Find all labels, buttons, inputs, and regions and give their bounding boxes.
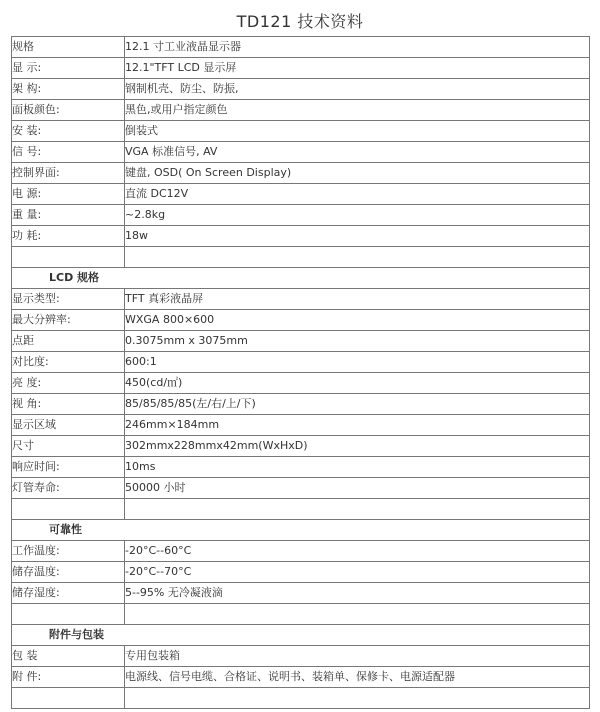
spec-label: 尺寸 [12, 436, 125, 457]
spec-value: WXGA 800×600 [125, 310, 590, 331]
spec-label: 响应时间: [12, 457, 125, 478]
spec-label: 亮 度: [12, 373, 125, 394]
spec-row [12, 352, 590, 373]
spec-row [12, 394, 590, 415]
empty-cell [125, 499, 590, 520]
spec-table [11, 36, 590, 709]
spec-label: 重 量: [12, 205, 125, 226]
spec-label: 最大分辨率: [12, 310, 125, 331]
empty-cell [12, 688, 125, 709]
spec-value: 12.1 寸工业液晶显示器 [125, 37, 590, 58]
spec-row [12, 289, 590, 310]
spec-value: 键盘, OSD( On Screen Display) [125, 163, 590, 184]
spec-row [12, 37, 590, 58]
spec-row [12, 121, 590, 142]
spec-value: 18w [125, 226, 590, 247]
spec-row [12, 58, 590, 79]
spec-value: 0.3075mm x 3075mm [125, 331, 590, 352]
spec-value: 专用包装箱 [125, 646, 590, 667]
spec-label: 信 号: [12, 142, 125, 163]
spec-label: 工作温度: [12, 541, 125, 562]
spec-value: 倒装式 [125, 121, 590, 142]
empty-cell [12, 604, 125, 625]
spec-label: 灯管寿命: [12, 478, 125, 499]
spec-value: -20°C--70°C [125, 562, 590, 583]
spec-label: 显示类型: [12, 289, 125, 310]
spec-value: 85/85/85/85(左/右/上/下) [125, 394, 590, 415]
spec-label: 显示区域 [12, 415, 125, 436]
empty-cell [12, 499, 125, 520]
spec-value: 12.1"TFT LCD 显示屏 [125, 58, 590, 79]
spec-row [12, 478, 590, 499]
spec-value: TFT 真彩液晶屏 [125, 289, 590, 310]
spec-value: 钢制机壳、防尘、防振, [125, 79, 590, 100]
empty-cell [125, 688, 590, 709]
spec-label: 安 装: [12, 121, 125, 142]
spec-value: 600:1 [125, 352, 590, 373]
section-title: 可靠性 [12, 520, 590, 541]
spec-label: 面板颜色: [12, 100, 125, 121]
spec-row [12, 205, 590, 226]
spec-row [12, 79, 590, 100]
spec-row [12, 646, 590, 667]
spec-value: VGA 标准信号, AV [125, 142, 590, 163]
spec-label: 架 构: [12, 79, 125, 100]
spec-label: 功 耗: [12, 226, 125, 247]
spec-label: 点距 [12, 331, 125, 352]
spec-row [12, 562, 590, 583]
empty-row [12, 247, 590, 268]
spec-row [12, 415, 590, 436]
spec-row [12, 436, 590, 457]
spec-label: 电 源: [12, 184, 125, 205]
spec-row [12, 142, 590, 163]
spec-value: 黑色,或用户指定颜色 [125, 100, 590, 121]
empty-row [12, 688, 590, 709]
spec-row [12, 226, 590, 247]
spec-label: 包 装 [12, 646, 125, 667]
empty-cell [12, 247, 125, 268]
document-title: TD121 技术资料 [236, 12, 364, 31]
spec-value: 10ms [125, 457, 590, 478]
spec-value: -20°C--60°C [125, 541, 590, 562]
spec-label: 对比度: [12, 352, 125, 373]
spec-row [12, 100, 590, 121]
spec-value: 5--95% 无冷凝液滴 [125, 583, 590, 604]
spec-value: 302mmx228mmx42mm(WxHxD) [125, 436, 590, 457]
spec-label: 控制界面: [12, 163, 125, 184]
spec-row [12, 373, 590, 394]
spec-row [12, 310, 590, 331]
spec-row [12, 583, 590, 604]
spec-row [12, 163, 590, 184]
spec-value: ~2.8kg [125, 205, 590, 226]
spec-value: 电源线、信号电缆、合格证、说明书、装箱单、保修卡、电源适配器 [125, 667, 590, 688]
section-header-reliability [12, 520, 590, 541]
spec-value: 246mm×184mm [125, 415, 590, 436]
section-header-accessories [12, 625, 590, 646]
section-header-lcd [12, 268, 590, 289]
empty-row [12, 499, 590, 520]
spec-label: 视 角: [12, 394, 125, 415]
spec-row [12, 541, 590, 562]
spec-row [12, 184, 590, 205]
spec-value: 450(cd/㎡) [125, 373, 590, 394]
spec-label: 附 件: [12, 667, 125, 688]
section-title: LCD 规格 [12, 268, 590, 289]
spec-row [12, 457, 590, 478]
spec-value: 直流 DC12V [125, 184, 590, 205]
empty-cell [125, 247, 590, 268]
spec-row [12, 331, 590, 352]
spec-label: 规格 [12, 37, 125, 58]
empty-row [12, 604, 590, 625]
spec-label: 显 示: [12, 58, 125, 79]
spec-label: 储存湿度: [12, 583, 125, 604]
spec-label: 储存温度: [12, 562, 125, 583]
spec-value: 50000 小时 [125, 478, 590, 499]
section-title: 附件与包装 [12, 625, 590, 646]
empty-cell [125, 604, 590, 625]
spec-row [12, 667, 590, 688]
